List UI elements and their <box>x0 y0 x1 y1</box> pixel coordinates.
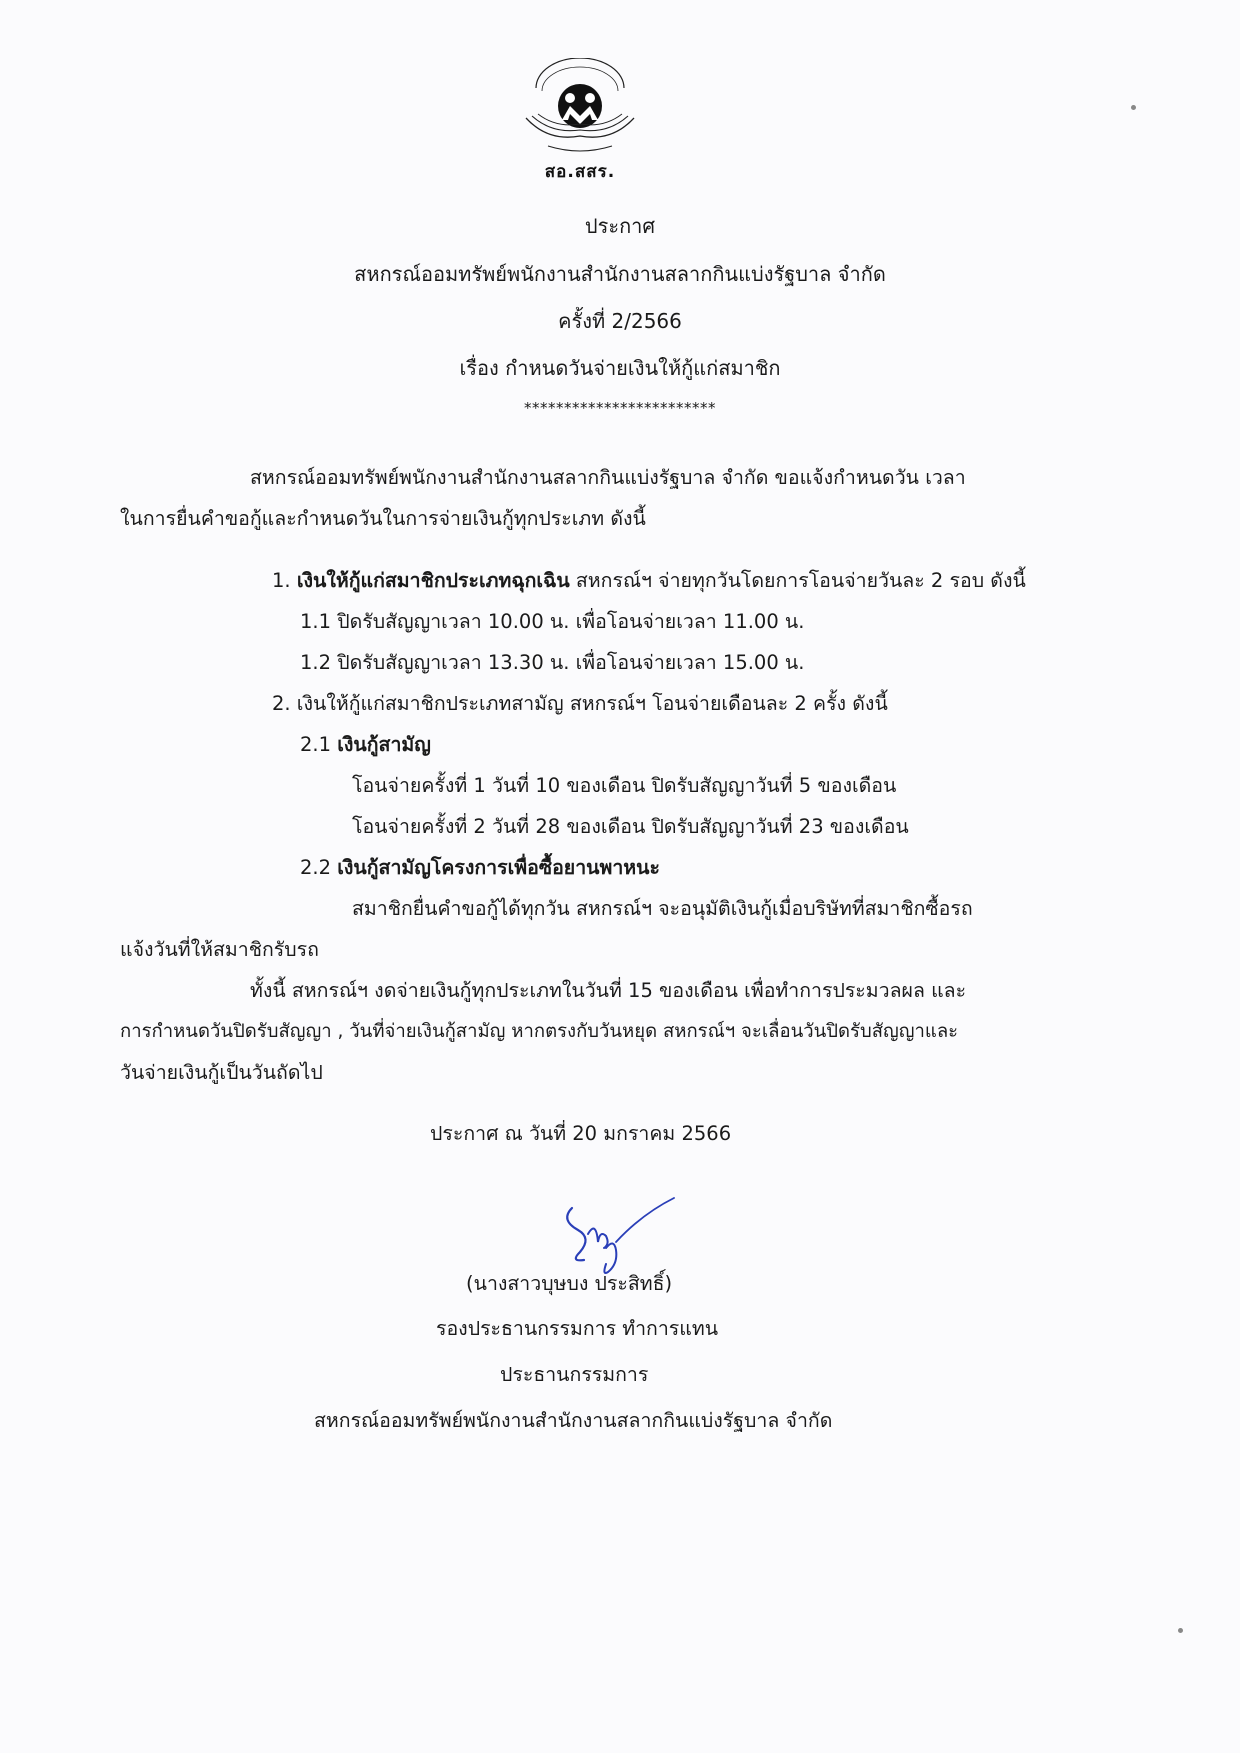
note-line-3: วันจ่ายเงินกู้เป็นวันถัดไป <box>120 1061 323 1084</box>
note-line-1: ทั้งนี้ สหกรณ์ฯ งดจ่ายเงินกู้ทุกประเภทในวันที่ 15 ของเดือน เพื่อทำการประมวลผล และ <box>250 979 967 1002</box>
scan-speck <box>1131 105 1136 110</box>
intro-line-1: สหกรณ์ออมทรัพย์พนักงานสำนักงานสลากกินแบ่งรัฐบาล จำกัด ขอแจ้งกำหนดวัน เวลา <box>250 466 966 489</box>
subject-line: เรื่อง กำหนดวันจ่ายเงินให้กู้แก่สมาชิก <box>459 356 781 380</box>
issue-number: ครั้งที่ 2/2566 <box>558 309 682 333</box>
cooperative-emblem-icon <box>518 58 642 158</box>
section-2-1-number: 2.1 <box>300 733 338 756</box>
handwritten-signature <box>558 1190 688 1282</box>
separator-line: ************************ <box>524 399 716 417</box>
section-2-1-title: เงินกู้สามัญ <box>337 733 431 756</box>
announcement-date: ประกาศ ณ วันที่ 20 มกราคม 2566 <box>430 1122 732 1145</box>
section-2-heading: 2. เงินให้กู้แก่สมาชิกประเภทสามัญ สหกรณ์ฯ โอนจ่ายเดือนละ 2 ครั้ง ดังนี้ <box>272 692 888 715</box>
section-1-heading <box>272 567 1026 595</box>
note-line-2: การกำหนดวันปิดรับสัญญา , วันที่จ่ายเงินกู้สามัญ หากตรงกับวันหยุด สหกรณ์ฯ จะเลื่อนวันปิดรับสัญญาและ <box>120 1021 959 1042</box>
scan-speck <box>1178 1628 1183 1633</box>
intro-line-2: ในการยื่นคำขอกู้และกำหนดวันในการจ่ายเงินกู้ทุกประเภท ดังนี้ <box>120 507 646 530</box>
section-2-1-line-1: โอนจ่ายครั้งที่ 1 วันที่ 10 ของเดือน ปิดรับสัญญาวันที่ 5 ของเดือน <box>352 774 897 797</box>
signatory-organization: สหกรณ์ออมทรัพย์พนักงานสำนักงานสลากกินแบ่งรัฐบาล จำกัด <box>314 1409 833 1432</box>
cooperative-logo <box>518 58 642 180</box>
announcement-heading: ประกาศ <box>584 214 656 238</box>
section-2-2-number: 2.2 <box>300 856 338 879</box>
section-1-item-2: 1.2 ปิดรับสัญญาเวลา 13.30 น. เพื่อโอนจ่ายเวลา 15.00 น. <box>300 651 805 674</box>
section-2-2-line-1: สมาชิกยื่นคำขอกู้ได้ทุกวัน สหกรณ์ฯ จะอนุมัติเงินกู้เมื่อบริษัทที่สมาชิกซื้อรถ <box>352 897 973 920</box>
signatory-name: (นางสาวบุษบง ประสิทธิ์) <box>466 1272 673 1295</box>
section-2-2-title: เงินกู้สามัญโครงการเพื่อซื้อยานพาหนะ <box>337 856 660 879</box>
signatory-title: ประธานกรรมการ <box>500 1363 649 1386</box>
signatory-position: รองประธานกรรมการ ทำการแทน <box>436 1317 719 1340</box>
section-2-2-line-2: แจ้งวันที่ให้สมาชิกรับรถ <box>120 938 319 961</box>
section-2-2-heading <box>300 854 660 882</box>
section-2-1-heading <box>300 731 431 759</box>
organization-name: สหกรณ์ออมทรัพย์พนักงานสำนักงานสลากกินแบ่งรัฐบาล จำกัด <box>354 262 886 286</box>
section-2-1-line-2: โอนจ่ายครั้งที่ 2 วันที่ 28 ของเดือน ปิดรับสัญญาวันที่ 23 ของเดือน <box>352 815 909 838</box>
section-1-title-rest: สหกรณ์ฯ จ่ายทุกวันโดยการโอนจ่ายวันละ 2 รอบ ดังนี้ <box>569 569 1026 592</box>
section-1-number: 1. <box>272 569 291 592</box>
section-1-item-1: 1.1 ปิดรับสัญญาเวลา 10.00 น. เพื่อโอนจ่ายเวลา 11.00 น. <box>300 610 805 633</box>
logo-abbreviation: สอ.สสร. <box>544 162 616 182</box>
section-1-title-bold: เงินให้กู้แก่สมาชิกประเภทฉุกเฉิน <box>296 569 570 592</box>
